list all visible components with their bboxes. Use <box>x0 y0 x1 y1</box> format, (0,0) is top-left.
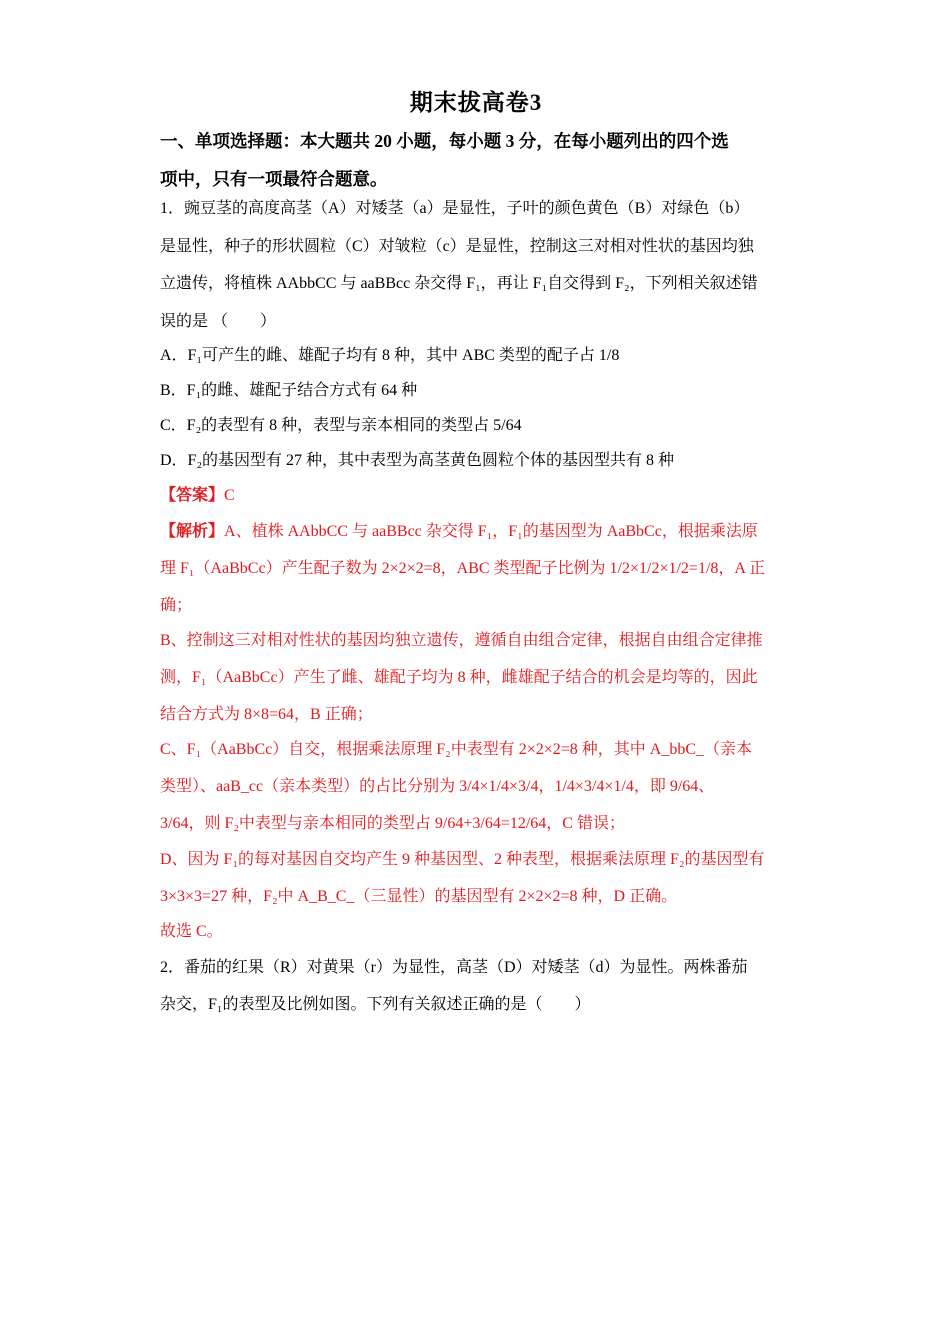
analysis-text: A、植株 AAbbCC 与 aaBBcc 杂交得 F₁，F₁的基因型为 AaBbCc，根据乘法原 <box>224 523 758 540</box>
analysis-line: 确； <box>160 597 193 614</box>
section-heading <box>160 122 800 198</box>
answer-value: C <box>224 487 235 504</box>
analysis-line: 理 F₁（AaBbCc）产生配子数为 2×2×2=8，ABC 类型配子比例为 1/2×1/2×1/2=1/8，A 正 <box>160 560 766 577</box>
analysis-line: C、F₁（AaBbCc）自交，根据乘法原理 F₂中表型有 2×2×2=8 种，其中 A_bbC_（亲本 <box>160 741 753 758</box>
section-heading-line: 项中，只有一项最符合题意。 <box>160 169 388 189</box>
analysis-label: 【解析】 <box>160 523 225 540</box>
page-title: 期末拔高卷3 <box>409 90 543 115</box>
option-b: B．F₁的雌、雄配子结合方式有 64 种 <box>160 382 418 399</box>
answer-line <box>160 486 235 506</box>
analysis-line: 测，F₁（AaBbCc）产生了雌、雄配子均为 8 种，雌雄配子结合的机会是均等的，因此 <box>160 669 758 686</box>
analysis-line: 3/64，则 F₂中表型与亲本相同的类型占 9/64+3/64=12/64，C 错误； <box>160 815 625 832</box>
analysis-line: 3×3×3=27 种，F₂中 A_B_C_（三显性）的基因型有 2×2×2=8 种，D 正确。 <box>160 888 678 905</box>
option-d: D．F₂的基因型有 27 种，其中表型为高茎黄色圆粒个体的基因型共有 8 种 <box>160 452 675 469</box>
analysis-line: D、因为 F₁的每对基因自交均产生 9 种基因型、2 种表型，根据乘法原理 F₂的基因型有 <box>160 851 765 868</box>
analysis-line: 结合方式为 8×8=64，B 正确； <box>160 706 373 723</box>
analysis-line: B、控制这三对相对性状的基因均独立遗传，遵循自由组合定律，根据自由组合定律推 <box>160 632 763 649</box>
section-heading-line: 一、单项选择题：本大题共 20 小题，每小题 3 分，在每小题列出的四个选 <box>160 131 729 151</box>
analysis-line: 类型）、aaB_cc（亲本类型）的占比分别为 3/4×1/4×3/4，1/4×3/4×1/4，即 9/64、 <box>160 778 715 795</box>
question-1-stem-line: 立遗传，将植株 AAbbCC 与 aaBBcc 杂交得 F₁，再让 F₁自交得到 F₂，下列相关叙述错 <box>160 275 758 292</box>
question-1-stem-line: 是显性，种子的形状圆粒（C）对皱粒（c）是显性，控制这三对相对性状的基因均独 <box>160 238 754 255</box>
question-2-stem-line: 杂交，F₁的表型及比例如图。下列有关叙述正确的是（ ） <box>160 996 591 1013</box>
answer-label: 【答案】 <box>160 487 225 504</box>
option-c: C．F₂的表型有 8 种，表型与亲本相同的类型占 5/64 <box>160 417 522 434</box>
analysis-line <box>160 522 758 542</box>
analysis-conclusion: 故选 C。 <box>160 923 223 940</box>
option-a: A．F₁可产生的雌、雄配子均有 8 种，其中 ABC 类型的配子占 1/8 <box>160 347 620 364</box>
question-1-stem-line: 1．豌豆茎的高度高茎（A）对矮茎（a）是显性，子叶的颜色黄色（B）对绿色（b） <box>160 200 750 217</box>
question-2-stem-line: 2．番茄的红果（R）对黄果（r）为显性，高茎（D）对矮茎（d）为显性。两株番茄 <box>160 959 748 976</box>
question-1-stem-line: 误的是 （ ） <box>160 313 277 330</box>
